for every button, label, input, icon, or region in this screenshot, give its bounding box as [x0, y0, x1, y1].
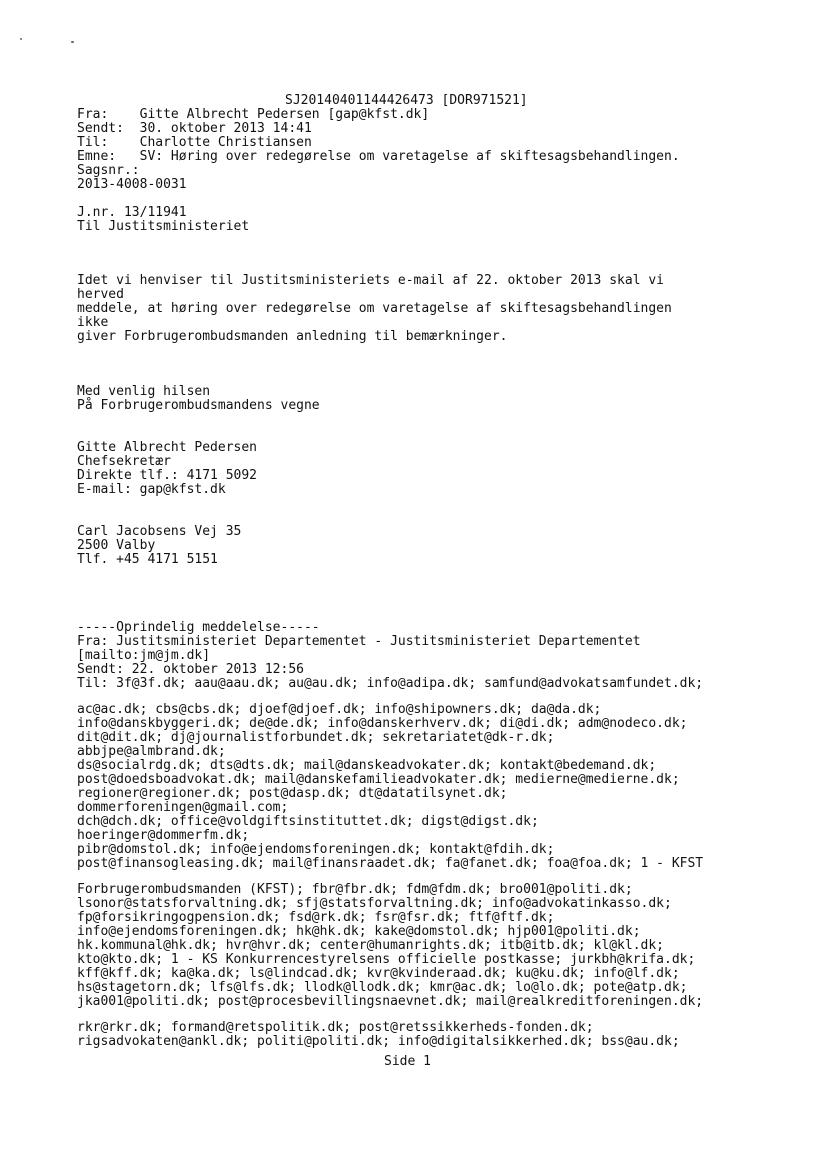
header-case-label: Sagsnr.:	[77, 163, 140, 178]
recipient-line: hs@stagetorn.dk; lfs@lfs.dk; llodk@llodk.dk; kmr@ac.dk; lo@lo.dk; pote@atp.dk;	[77, 980, 688, 995]
page-number: Side 1	[384, 1054, 431, 1069]
recipient-line: kff@kff.dk; ka@ka.dk; ls@lindcad.dk; kvr@kvinderaad.dk; ku@ku.dk; info@lf.dk;	[77, 966, 680, 981]
recipient-line: dit@dit.dk; dj@journalistforbundet.dk; sekretariatet@dk-r.dk;	[77, 730, 555, 745]
recipient-line: post@finansogleasing.dk; mail@finansraadet.dk; fa@fanet.dk; foa@foa.dk; 1 - KFST	[77, 856, 704, 871]
original-mailto: [mailto:jm@jm.dk]	[77, 648, 211, 663]
recipient-line: info@ejendomsforeningen.dk; hk@hk.dk; kake@domstol.dk; hjp001@politi.dk;	[77, 924, 641, 939]
recipient-line: rkr@rkr.dk; formand@retspolitik.dk; post@retssikkerheds-fonden.dk;	[77, 1020, 594, 1035]
original-sent: Sendt: 22. oktober 2013 12:56	[77, 662, 304, 677]
recipient-line: Forbrugerombudsmanden (KFST); fbr@fbr.dk; fdm@fdm.dk; bro001@politi.dk;	[77, 882, 633, 897]
recipient-line: regioner@regioner.dk; post@dasp.dk; dt@datatilsynet.dk;	[77, 786, 508, 801]
recipient-line: fp@forsikringogpension.dk; fsd@rk.dk; fsr@fsr.dk; ftf@ftf.dk;	[77, 910, 555, 925]
recipient-line: hoeringer@dommerfm.dk;	[77, 828, 250, 843]
body-line: ikke	[77, 315, 109, 330]
original-from: Fra: Justitsministeriet Departementet - Justitsministeriet Departementet	[77, 634, 641, 649]
signature-title: Chefsekretær	[77, 454, 171, 469]
address-city: 2500 Valby	[77, 538, 156, 553]
document-id: SJ20140401144426473 [DOR971521]	[285, 93, 528, 108]
body-line: meddele, at høring over redegørelse om varetagelse af skiftesagsbehandlingen	[77, 301, 672, 316]
body-line: giver Forbrugerombudsmanden anledning til bemærkninger.	[77, 329, 508, 344]
header-case-number: 2013-4008-0031	[77, 177, 187, 192]
closing-behalf: På Forbrugerombudsmandens vegne	[77, 398, 320, 413]
header-to: Til: Charlotte Christiansen	[77, 135, 312, 150]
body-line: Idet vi henviser til Justitsministeriets e-mail af 22. oktober 2013 skal vi	[77, 273, 664, 288]
recipient-line: lsonor@statsforvaltning.dk; sfj@statsforvaltning.dk; info@advokatinkasso.dk;	[77, 896, 672, 911]
recipient-line: info@danskbyggeri.dk; de@de.dk; info@danskerhverv.dk; di@di.dk; adm@nodeco.dk;	[77, 716, 688, 731]
recipient-line: rigsadvokaten@ankl.dk; politi@politi.dk; info@digitalsikkerhed.dk; bss@au.dk;	[77, 1034, 680, 1049]
recipient-line: post@doedsboadvokat.dk; mail@danskefamilieadvokater.dk; medierne@medierne.dk;	[77, 772, 680, 787]
scan-speck	[20, 38, 22, 40]
original-message-divider: -----Oprindelig meddelelse-----	[77, 620, 320, 635]
scan-speck	[71, 41, 74, 43]
signature-email: E-mail: gap@kfst.dk	[77, 482, 226, 497]
recipient-line: ac@ac.dk; cbs@cbs.dk; djoef@djoef.dk; info@shipowners.dk; da@da.dk;	[77, 702, 602, 717]
recipient-line: dommerforeningen@gmail.com;	[77, 800, 289, 815]
header-from: Fra: Gitte Albrecht Pedersen [gap@kfst.dk]	[77, 107, 430, 122]
signature-phone: Direkte tlf.: 4171 5092	[77, 468, 258, 483]
original-to: Til: 3f@3f.dk; aau@aau.dk; au@au.dk; info@adipa.dk; samfund@advokatsamfundet.dk;	[77, 676, 704, 691]
journal-number: J.nr. 13/11941	[77, 205, 187, 220]
recipient-line: abbjpe@almbrand.dk;	[77, 744, 226, 759]
recipient-line: hk.kommunal@hk.dk; hvr@hvr.dk; center@humanrights.dk; itb@itb.dk; kl@kl.dk;	[77, 938, 664, 953]
recipient-line: dch@dch.dk; office@voldgiftsinstituttet.dk; digst@digst.dk;	[77, 814, 539, 829]
recipient-line: pibr@domstol.dk; info@ejendomsforeningen.dk; kontakt@fdih.dk;	[77, 842, 555, 857]
recipient-line: jka001@politi.dk; post@procesbevillingsnaevnet.dk; mail@realkreditforeningen.dk;	[77, 994, 704, 1009]
addressee: Til Justitsministeriet	[77, 219, 250, 234]
closing-greeting: Med venlig hilsen	[77, 384, 211, 399]
recipient-line: ds@socialrdg.dk; dts@dts.dk; mail@danskeadvokater.dk; kontakt@bedemand.dk;	[77, 758, 657, 773]
recipient-line: kto@kto.dk; 1 - KS Konkurrencestyrelsens officielle postkasse; jurkbh@krifa.dk;	[77, 952, 696, 967]
header-sent: Sendt: 30. oktober 2013 14:41	[77, 121, 312, 136]
signature-name: Gitte Albrecht Pedersen	[77, 440, 258, 455]
address-phone: Tlf. +45 4171 5151	[77, 552, 218, 567]
header-subject: Emne: SV: Høring over redegørelse om varetagelse af skiftesagsbehandlingen.	[77, 149, 680, 164]
address-street: Carl Jacobsens Vej 35	[77, 524, 242, 539]
body-line: herved	[77, 287, 124, 302]
